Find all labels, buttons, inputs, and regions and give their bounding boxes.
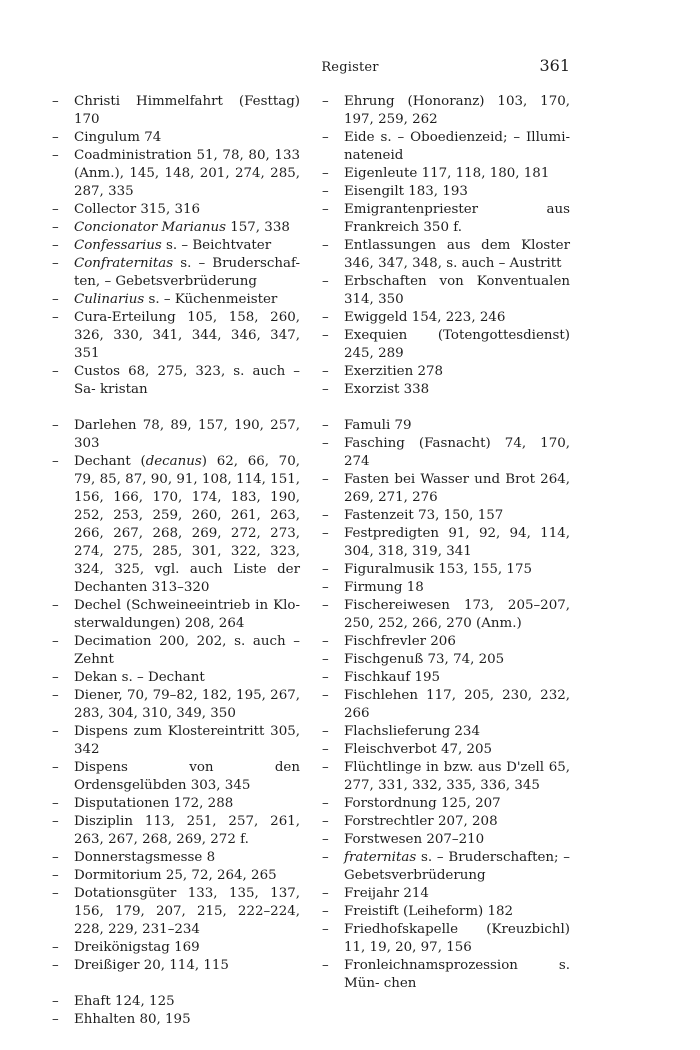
index-entry: [52, 129, 300, 147]
index-entry: [322, 921, 570, 957]
index-entry: [322, 363, 570, 381]
index-entry: [52, 417, 300, 453]
running-head: Register: [321, 60, 379, 75]
index-entry: [52, 885, 300, 939]
letter-group-gap: [322, 399, 570, 417]
index-entry: [52, 309, 300, 363]
index-entry-text: Dotationsgüter 133, 135, 137, 156, 179, 207, 215, 222–224, 228, 229, 231–234: [74, 886, 300, 937]
index-entry-text: Dispens zum Klostereintritt 305, 342: [74, 724, 300, 757]
index-entry-text: Diener, 70, 79–82, 182, 195, 267, 283, 304, 310, 349, 350: [74, 688, 300, 721]
index-entry: [322, 651, 570, 669]
index-entry-text: Emigrantenpriester aus Frankreich 350 f.: [344, 202, 570, 235]
index-entry-text: Erbschaften von Konventualen 314, 350: [344, 274, 570, 307]
index-entry-text: Fischkauf 195: [344, 670, 441, 685]
index-entry-text: s. – Beichtvater: [161, 238, 272, 253]
index-entry: [52, 237, 300, 255]
index-entry-text: Freistift (Leiheform) 182: [344, 904, 514, 919]
index-entry-text: Dreißiger 20, 114, 115: [74, 958, 229, 973]
index-entry-text: Ewiggeld 154, 223, 246: [344, 310, 506, 325]
index-entry: [322, 129, 570, 165]
index-entry-text: Entlassungen aus dem Kloster 346, 347, 348, s. auch – Austritt: [344, 238, 570, 271]
index-entry: [52, 687, 300, 723]
index-entry: [52, 813, 300, 849]
index-entry: [322, 759, 570, 795]
index-entry-text: s. – Küchenmeister: [144, 292, 278, 307]
index-entry: [52, 597, 300, 633]
index-entry-text: Dreikönigstag 169: [74, 940, 200, 955]
index-entry: [52, 255, 300, 291]
index-entry-text: Figuralmusik 153, 155, 175: [344, 562, 532, 577]
index-entry: [52, 147, 300, 201]
index-entry-text: Fasten bei Wasser und Brot 264, 269, 271, 276: [344, 472, 570, 505]
index-entry: [322, 579, 570, 597]
index-entry-text: Flachslieferung 234: [344, 724, 480, 739]
index-entry: [322, 237, 570, 273]
index-entry: [322, 741, 570, 759]
index-entry-text: Coadministration 51, 78, 80, 133 (Anm.), 145, 148, 201, 274, 285, 287, 335: [74, 148, 300, 199]
index-entry-text: Fleischverbot 47, 205: [344, 742, 493, 757]
index-entry: [322, 381, 570, 399]
index-entry: [322, 885, 570, 903]
index-entry: [52, 759, 300, 795]
index-entry-text: 157, 338: [225, 220, 290, 235]
index-entry: [322, 957, 570, 993]
index-entry-text: s. – Bruderschaften; – Gebetsverbrüderung: [344, 850, 570, 883]
index-entry-text: s. – Bruderschaf- ten, – Gebetsverbrüderung: [74, 256, 300, 289]
index-entry: [52, 993, 300, 1011]
index-entry-text: Disputationen 172, 288: [74, 796, 234, 811]
index-term-italic: decanus: [145, 454, 202, 469]
index-entry: [52, 453, 300, 597]
index-term-italic: fraternitas: [344, 850, 417, 865]
index-entry-text: Exerzitien 278: [344, 364, 444, 379]
index-entry-text: Decimation 200, 202, s. auch – Zehnt: [74, 634, 300, 667]
index-term-italic: Confessarius: [74, 238, 162, 253]
index-entry-text: Freijahr 214: [344, 886, 429, 901]
index-entry: [322, 723, 570, 741]
index-entry-text: Eisengilt 183, 193: [344, 184, 468, 199]
index-term-italic: Confraternitas: [74, 256, 174, 271]
index-entry-text: Exequien (Totengottesdienst) 245, 289: [344, 328, 570, 361]
index-entry: [322, 633, 570, 651]
index-entry-text: Eigenleute 117, 118, 180, 181: [344, 166, 550, 181]
index-entry-text: Ehaft 124, 125: [74, 994, 175, 1009]
index-entry: [322, 471, 570, 507]
index-entry: [322, 507, 570, 525]
index-entry-text: Fischereiwesen 173, 205–207, 250, 252, 266, 270 (Anm.): [344, 598, 570, 631]
letter-group-gap: [52, 975, 300, 993]
index-entry: [322, 93, 570, 129]
index-entry-text: Dispens von den Ordensgelübden 303, 345: [74, 760, 300, 793]
index-entry-text: Eide s. – Oboedienzeid; – Illumi- nateneid: [344, 130, 570, 163]
index-entry: [322, 201, 570, 237]
index-entry-text: Cingulum 74: [74, 130, 162, 145]
index-entry-text: Fischgenuß 73, 74, 205: [344, 652, 505, 667]
index-entry-text: Dormitorium 25, 72, 264, 265: [74, 868, 277, 883]
index-entry: [52, 723, 300, 759]
index-entry-text: Ehhalten 80, 195: [74, 1012, 191, 1027]
index-entry-text: Darlehen 78, 89, 157, 190, 257, 303: [74, 418, 300, 451]
index-column-left: [52, 93, 300, 1029]
index-entry: [52, 93, 300, 129]
index-entry: [52, 219, 300, 237]
index-entry-text: Flüchtlinge in bzw. aus D'zell 65, 277, 331, 332, 335, 336, 345: [344, 760, 570, 793]
index-entry-text: Custos 68, 275, 323, s. auch – Sa- kristan: [74, 364, 300, 397]
index-entry: [322, 309, 570, 327]
index-entry: [322, 327, 570, 363]
index-entry: [322, 849, 570, 885]
index-entry: [322, 435, 570, 471]
index-entry-text: Collector 315, 316: [74, 202, 201, 217]
index-entry-text: Fischfrevler 206: [344, 634, 456, 649]
index-entry-text: Disziplin 113, 251, 257, 261, 263, 267, 268, 269, 272 f.: [74, 814, 300, 847]
index-entry-text: Dechant (: [74, 454, 146, 469]
page-number: 361: [539, 56, 570, 75]
index-entry-text: Famuli 79: [344, 418, 412, 433]
index-entry-text: Fasching (Fasnacht) 74, 170, 274: [344, 436, 570, 469]
index-entry: [52, 957, 300, 975]
index-entry: [52, 633, 300, 669]
index-entry: [322, 813, 570, 831]
index-entry: [322, 525, 570, 561]
index-entry-text: Fastenzeit 73, 150, 157: [344, 508, 504, 523]
index-entry: [52, 867, 300, 885]
index-entry-text: Donnerstagsmesse 8: [74, 850, 216, 865]
index-entry-text: Friedhofskapelle (Kreuzbichl) 11, 19, 20, 97, 156: [344, 922, 570, 955]
index-entry-text: Festpredigten 91, 92, 94, 114, 304, 318, 319, 341: [344, 526, 570, 559]
index-entry: [52, 849, 300, 867]
index-entry: [52, 1011, 300, 1029]
index-entry-text: Christi Himmelfahrt (Festtag) 170: [74, 94, 300, 127]
index-entry-text: Cura-Erteilung 105, 158, 260, 326, 330, 341, 344, 346, 347, 351: [74, 310, 300, 361]
index-entry-text: Dechel (Schweineeintrieb in Klo- sterwaldungen) 208, 264: [74, 598, 300, 631]
index-entry: [52, 939, 300, 957]
index-entry: [322, 183, 570, 201]
index-entry: [322, 831, 570, 849]
index-column-right: [322, 93, 570, 993]
index-entry: [52, 795, 300, 813]
index-entry: [322, 687, 570, 723]
index-entry-text: Firmung 18: [344, 580, 424, 595]
index-entry: [322, 903, 570, 921]
index-entry-text: Forstwesen 207–210: [344, 832, 485, 847]
index-entry-text: Fronleichnamsprozession s. Mün- chen: [344, 958, 570, 991]
index-entry-text: Forstordnung 125, 207: [344, 796, 501, 811]
index-entry: [322, 597, 570, 633]
index-entry: [322, 165, 570, 183]
index-entry: [322, 273, 570, 309]
index-entry-text: Fischlehen 117, 205, 230, 232, 266: [344, 688, 570, 721]
index-entry-text: Dekan s. – Dechant: [74, 670, 205, 685]
index-entry: [322, 795, 570, 813]
index-entry-text: Forstrechtler 207, 208: [344, 814, 498, 829]
index-term-italic: Concionator Marianus: [74, 220, 226, 235]
index-entry: [322, 417, 570, 435]
index-entry: [52, 291, 300, 309]
index-entry: [322, 669, 570, 687]
index-entry: [52, 363, 300, 399]
letter-group-gap: [52, 399, 300, 417]
index-entry: [52, 201, 300, 219]
index-entry-text: Ehrung (Honoranz) 103, 170, 197, 259, 262: [344, 94, 570, 127]
index-entry-text: Exorzist 338: [344, 382, 430, 397]
index-entry: [52, 669, 300, 687]
index-entry-text: ) 62, 66, 70, 79, 85, 87, 90, 91, 108, 114, 151, 156, 166, 170, 174, 183, 190, 252, 253, 259, 260, 261, 263, 266, 267, 268, 269, 272, 273, 274, 275, 285, 301, 322, 323, 324, 325, vgl. auch Liste der Dechanten 313–320: [74, 454, 300, 595]
index-entry: [322, 561, 570, 579]
index-term-italic: Culinarius: [74, 292, 145, 307]
